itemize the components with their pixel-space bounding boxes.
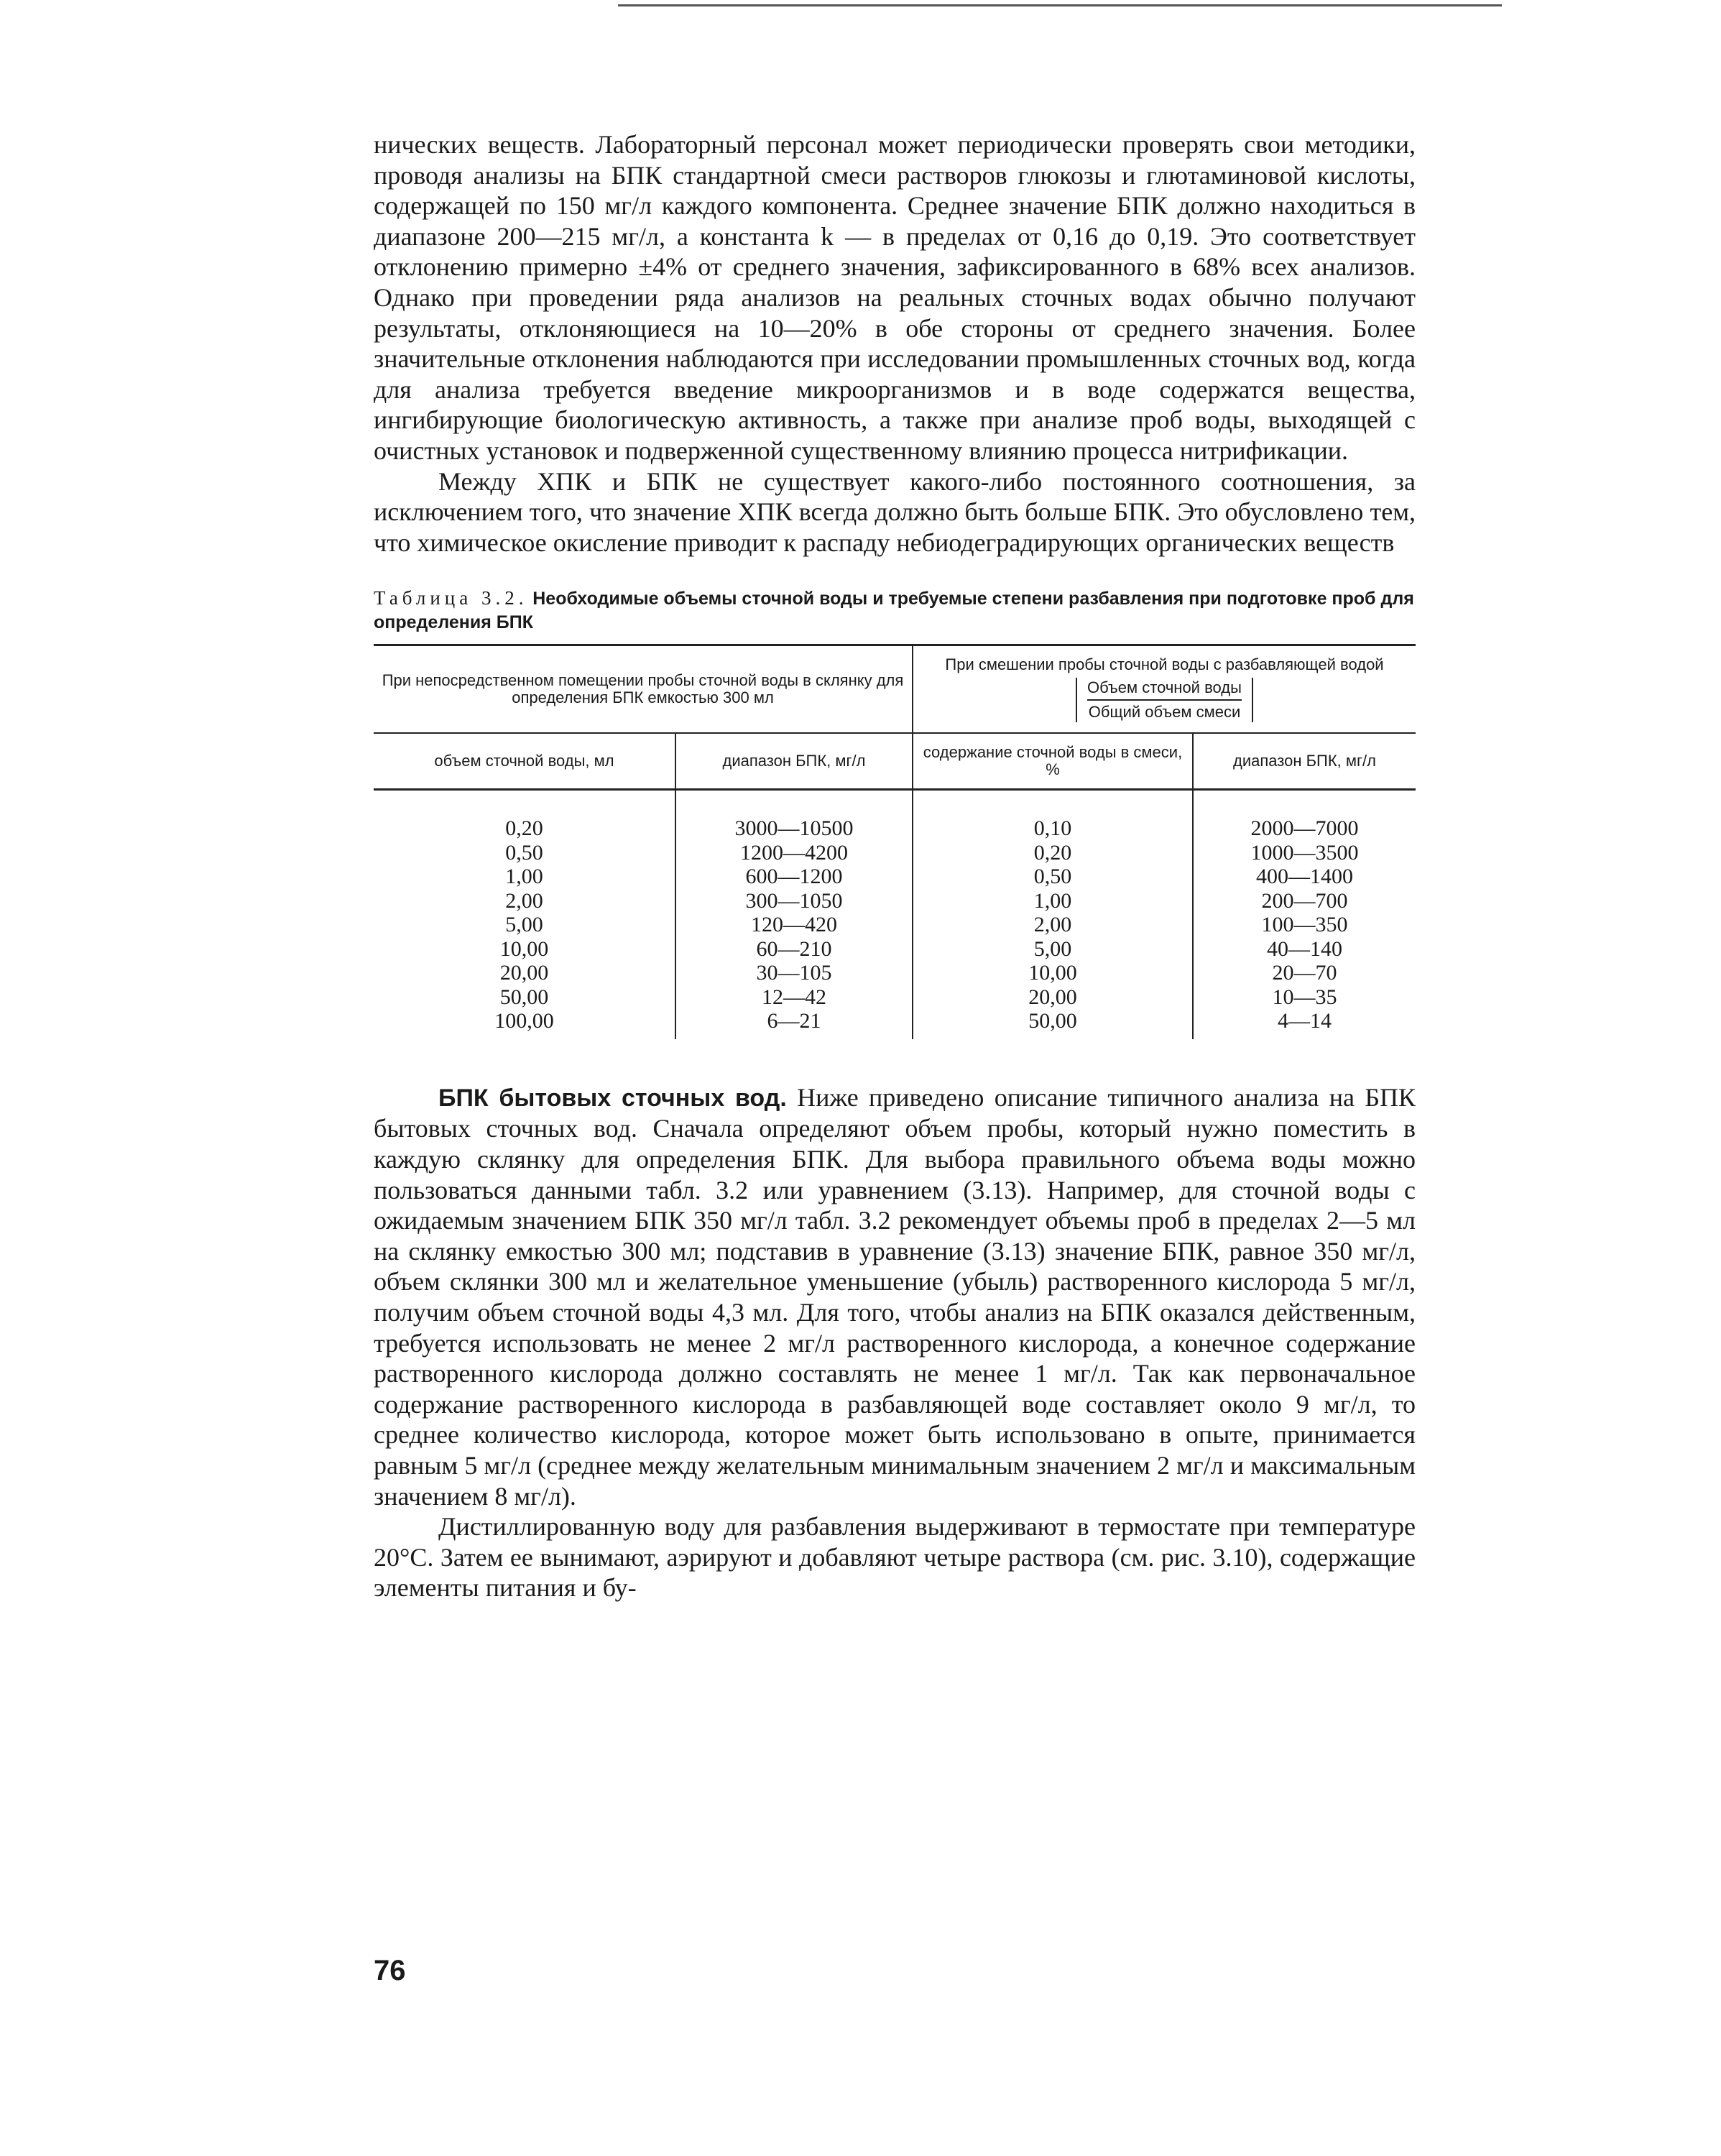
table-cell: 2000—7000	[1250, 816, 1359, 841]
paragraph-3	[374, 1082, 1416, 1511]
table-cell: 4—14	[1278, 1009, 1332, 1033]
table-label: Таблица 3.2.	[374, 587, 528, 609]
table-cell: 20,00	[499, 961, 549, 985]
table-cell: 2,00	[505, 888, 543, 913]
table-cell: 30—105	[756, 961, 832, 985]
paragraph-3-runin: БПК бытовых сточных вод.	[438, 1084, 787, 1112]
table-cell: 1000—3500	[1250, 840, 1359, 865]
fraction-denominator: Общий объем смеси	[1088, 703, 1241, 722]
fraction	[1076, 678, 1253, 722]
paragraph-3-text: Ниже приведено описание типичного анализа на БПК бытовых сточных вод. Сначала определяют объем пробы, который нужно поместить в каждую склянку для определения БПК. Для выбора правильного объема воды можно пользоваться данными табл. 3.2 или уравнением (3.13). Например, для сточной воды с ожидаемым значением БПК 350 мг/л табл. 3.2 рекомендует объемы проб в пределах 2—5 мл на склянку емкостью 300 мл; подставив в уравнение (3.13) значение БПК, равное 350 мг/л, объем склянки 300 мл и желательное уменьшение (убыль) растворенного кислорода 5 мг/л, получим объем сточной воды 4,3 мл. Для того, чтобы анализ на БПК оказался действенным, требуется использовать не менее 2 мг/л растворенного кислорода, а конечное содержание растворенного кислорода должно составлять не менее 1 мг/л. Так как первоначальное содержание растворенного кислорода в разбавляющей воде составляет около 9 мг/л, то среднее количество кислорода, которое может быть использовано в опыте, принимается равным 5 мг/л (среднее между желательным минимальным значением 2 мг/л и максимальным значением 8 мг/л).	[374, 1082, 1416, 1511]
page-content	[374, 129, 1416, 1603]
table-cell: 10—35	[1272, 985, 1337, 1009]
table-title: Необходимые объемы сточной воды и требуемые степени разбавления при подготовке проб для определения БПК	[374, 589, 1414, 633]
table-cell: 2,00	[1033, 913, 1072, 937]
table-cell: 0,10	[1033, 816, 1072, 841]
col-header-2: диапазон БПК, мг/л	[675, 733, 913, 790]
table-cell: 200—700	[1261, 888, 1348, 913]
table-cell: 1200—4200	[740, 840, 848, 865]
page-number: 76	[374, 1955, 406, 1986]
table-caption	[374, 586, 1416, 634]
table-cell: 1,00	[505, 865, 543, 889]
table-cell: 50,00	[1028, 1009, 1077, 1033]
table-cell: 10,00	[499, 936, 549, 961]
table-cell: 0,20	[505, 816, 543, 841]
table-cell: 0,50	[505, 840, 543, 865]
table-cell: 10,00	[1028, 961, 1077, 985]
group-right-header	[913, 645, 1416, 734]
paragraph-1: нических веществ. Лабораторный персонал может периодически проверять свои методики, проводя анализы на БПК стандартной смеси растворов глюкозы и глютаминовой кислоты, содержащей по 150 мг/л каждого компонента. Среднее значение БПК должно находиться в диапазоне 200—215 мг/л, а константа k — в пределах от 0,16 до 0,19. Это соответствует отклонению примерно ±4% от среднего значения, зафиксированного в 68% всех анализов. Однако при проведении ряда анализов на реальных сточных водах обычно получают результаты, отклоняющиеся на 10—20% в обе стороны от среднего значения. Более значительные отклонения наблюдаются при исследовании промышленных сточных вод, когда для анализа требуется введение микроорганизмов и в воде содержатся вещества, ингибирующие биологическую активность, а также при анализе проб воды, выходящей с очистных установок и подверженной существенному влиянию процесса нитрификации.	[374, 130, 1416, 465]
table-cell: 400—1400	[1256, 865, 1353, 889]
col-header-4: диапазон БПК, мг/л	[1193, 733, 1416, 790]
table-cell: 5,00	[1033, 936, 1072, 961]
col-volume	[374, 790, 675, 1039]
bpk-table	[374, 644, 1416, 1039]
col-bpk-range-direct	[675, 790, 913, 1039]
table-cell: 300—1050	[745, 888, 843, 913]
table-cell: 20,00	[1028, 985, 1077, 1009]
table-cell: 20—70	[1272, 961, 1337, 985]
table-body	[374, 790, 1416, 1039]
top-rule	[618, 4, 1502, 6]
table-cell: 1,00	[1033, 888, 1072, 913]
col-percent	[913, 790, 1193, 1039]
group-left-header: При непосредственном помещении пробы сточной воды в склянку для определения БПК емкостью 300 мл	[374, 645, 913, 734]
table-cell: 5,00	[505, 913, 543, 937]
group-right-label: При смешении пробы сточной воды с разбавляющей водой	[945, 655, 1384, 674]
table-cell: 40—140	[1267, 936, 1342, 961]
col-bpk-range-mixed	[1193, 790, 1416, 1039]
col-header-3: содержание сточной воды в смеси, %	[913, 733, 1193, 790]
table-cell: 0,20	[1033, 840, 1072, 865]
paragraph-2: Между ХПК и БПК не существует какого-либо постоянного соотношения, за исключением того, что значение ХПК всегда должно быть больше БПК. Это обусловлено тем, что химическое окисление приводит к распаду небиодеградирующих органических веществ	[374, 466, 1416, 557]
table-cell: 3000—10500	[734, 816, 854, 841]
table-cell: 600—1200	[745, 865, 843, 889]
table-cell: 12—42	[762, 985, 826, 1009]
table-cell: 120—420	[751, 913, 837, 937]
table-cell: 100,00	[494, 1009, 554, 1033]
table-cell: 100—350	[1261, 913, 1348, 937]
paragraph-4: Дистиллированную воду для разбавления выдерживают в термостате при температуре 20°С. Затем ее вынимают, аэрируют и добавляют четыре раствора (см. рис. 3.10), содержащие элементы питания и бу-	[374, 1512, 1416, 1603]
fraction-numerator: Объем сточной воды	[1087, 679, 1242, 701]
table-cell: 60—210	[756, 936, 832, 961]
table-cell: 50,00	[499, 985, 549, 1009]
table-cell: 6—21	[767, 1009, 821, 1033]
table-cell: 0,50	[1033, 865, 1072, 889]
col-header-1: объем сточной воды, мл	[374, 733, 675, 790]
